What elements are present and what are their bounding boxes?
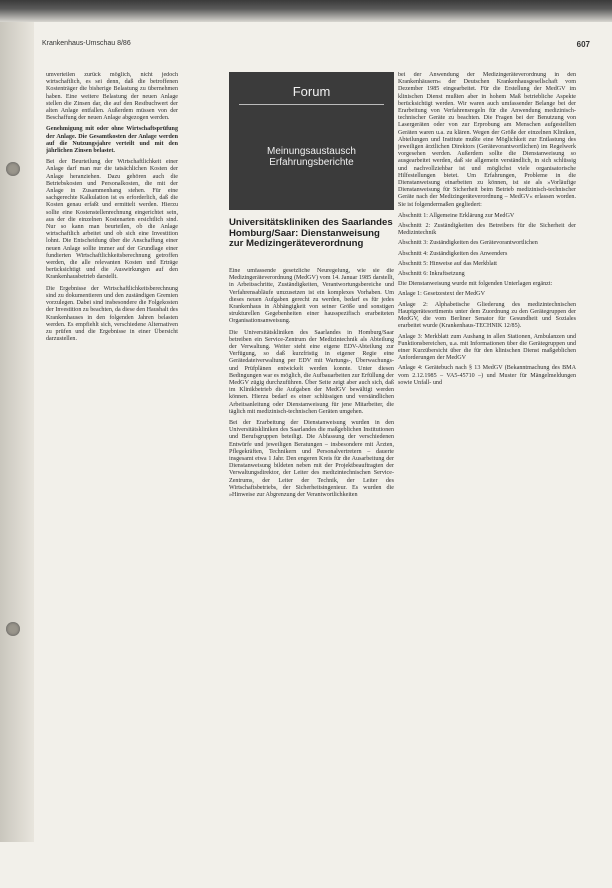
list-item: Anlage 4: Gerätebuch nach § 13 MedGV (Bekanntmachung des BMA vom 2.12.1985 – VA5-45710 –) und Muster für Mängelmeldungen sowie Unfall- und [398,365,576,386]
paragraph: Bei der Beurteilung der Wirtschaftlichkeit einer Anlage darf man nur die tatsächlichen Kosten der Anlage heranziehen. Dazu gehören auch die Betriebskosten und Personalkosten, die mit der Anlage in Zusammenhang stehen. Für eine sachgerechte Kalkulation ist es erforderlich, daß die Kosten genau erfaßt und ermittelt werden. Hierzu sollte eine Kostenstellenrechnung eingerichtet sein, aus der die einzelnen Kostenarten ersichtlich sind. Nur so kann man beurteilen, ob die Anlage wirtschaftlich arbeitet und ob sich eine Investition lohnt. Die Entscheidung über die Anschaffung einer neuen Anlage sollte immer auf der Grundlage einer fundierten Wirtschaftlichkeitsberechnung getroffen werden, die alle relevanten Kosten und Erträge berücksichtigt und die Auswirkungen auf den Krankenhausbetrieb darstellt. [46,159,178,281]
list-item: Abschnitt 3: Zuständigkeiten des Gerätevorantwortlichen [398,240,538,247]
list-item: Abschnitt 1: Allgemeine Erklärung zur MedGV [398,212,515,219]
right-column [398,72,576,832]
paragraph: bei der Anwendung der Medizingeräteverordnung in den Krankenhäusern« der Deutschen Krankenhausgesellschaft vom Dezember 1985 eingearbeitet. Für die Erstellung der MedGV im klinischen Dienst mußten aber in hohem Maß betriebliche Aspekte berücksichtigt werden. Wir waren auch umfassender Belange bei der Erarbeitung von Verfahrensregeln für die Anwendung medizinisch-technischer Geräte zu beachten. Die Fragen bei der Benutzung von Lasergeräten oder von zur Erprobung am Menschen aufgestellten Geräten waren u.a. zu klären. Wegen der Größe der einzelnen Kliniken, Abteilungen und Institute mußte eine Möglichkeit zur Entlastung des jeweiligen ärztlichen Direktors (Gerätevorantwortlichen) im Regelwerk vorgesehen werden. Außerdem sollte die Dienstanweisung so ausgearbeitet werden, daß sie allgemein verständlich, in sich schlüssig und nachvollziehbar ist und möglichst viele organisatorische Hilfestellungen bietet. Um Erfahrungen, Probleme in die Dienstanweisung einarbeiten zu können, ist sie als »Vorläufige Dienstanweisung für Sicherheit beim Betrieb medizinisch-technischer Geräte nach der Medizingeräteverordnung – MedGV« erlassen worden. Sie ist folgendermaßen gegliedert: [398,72,576,208]
forum-title: Forum [292,84,331,99]
forum-banner [229,72,394,210]
scan-top-edge [0,0,612,22]
paragraph: Die Ergebnisse der Wirtschaftlichkeitsberechnung sind zu dokumentieren und den zuständigen Gremien vorzulegen. Dabei sind insbesondere die Folgekosten der Investition zu beachten, da diese den Haushalt des Krankenhauses in den folgenden Jahren belasten werden. Es empfiehlt sich, verschiedene Alternativen zu prüfen und die Ergebnisse in einer Übersicht darzustellen. [46,285,178,343]
punch-hole [6,622,20,636]
paragraph: Die Universitätskliniken des Saarlandes in Homburg/Saar betreiben ein Service-Zentrum der Medizintechnik als Abteilung der Verwaltung. Weiter steht eine eigene EDV-Abteilung zur Verfügung, so daß kurzfristig in eigener Regie eine Gerätedateiverwaltung per EDV mit Wartungs-, Überwachungs- und Prüfplänen entwickelt werden konnte. Unter diesen Bedingungen war es möglich, die Aufbauarbeiten zur Erfüllung der MedGV zügig durchzuführen. Über Seite zeigt aber auch sich, daß im Klinikbetrieb die Aufgaben der MedGV bewältigt werden können. Hierzu bedarf es einer schlüssigen und verständlichen Arbeitsanleitung oder Dienstanweisung für jene Mitarbeiter, die täglich mit medizinisch-technischen Geräten umgehen. [229,329,394,415]
list-item: Die Dienstanweisung wurde mit folgenden Unterlagen ergänzt: [398,281,553,288]
paragraph: Bei der Erarbeitung der Dienstanweisung wurden in den Universitätskliniken des Saarlandes die maßgeblichen Institutionen und Berufsgruppen beteiligt. Die Abfassung der verschiedenen Entwürfe und jeweiligen Beratungen – insbesondere mit Ärzten, Pflegekräften, Technikern und Personalvertretern – dauerte insgesamt etwa 1 Jahr. Den engeren Kreis für die Ausarbeitung der Dienstanweisung bildeten neben mit der Projektbeauftragten der Verwaltungsdirektor, der Leiter des medizintechnischen Service-Zentrums, der Leiter der Technik, der Leiter des Wirtschaftsbetriebs, der Sicherheitsingenieur. Es wurden die »Hinweise zur Abgrenzung der Verantwortlichkeiten [229,420,394,499]
article-title: Universitätskliniken des Saarlandes Homburg/Saar: Dienstanweisung zur Medizingeräteverordnung [229,217,393,250]
list-item: Anlage 1: Gesetzestext der MedGV [398,291,485,298]
list-item: Abschnitt 4: Zuständigkeiten des Anwenders [398,250,508,257]
punch-hole [6,162,20,176]
list-item: Abschnitt 6: Inkraftsetzung [398,271,465,278]
journal-title: Krankenhaus-Umschau 8/86 [42,40,131,47]
left-column [46,72,178,832]
middle-column [229,268,394,888]
forum-divider [239,104,384,105]
binding-strip [0,22,34,842]
book-reference: Genehmigung mit oder ohne Wirtschaftsprüfung der Anlage. Die Gesamtkosten der Anlage werden auf die Nutzungsjahre verteilt und mit den jährlichen Zinsen belastet. [46,126,178,155]
list-item: Anlage 2: Alphabetische Gliederung des medizintechnischen Hauptgerätesortiments unter dem Zuordnung zu den Gerätegruppen der MedGV, die vom Berliner Senator für Gesundheit und Soziales erarbeitet wurde (Krankenhaus-TECHNIK 12/85). [398,301,576,330]
forum-subtitle: Meinungsaustausch Erfahrungsberichte [267,146,356,168]
page-number: 607 [576,40,590,49]
paragraph: Eine umfassende gesetzliche Neuregelung, wie sie die Medizingeräteverordnung (MedGV) vom 14. Januar 1985 darstellt, in Arbeitsschritte, Zuständigkeiten, Verantwortungsbereiche und Verfahrensabläufe umzusetzen ist ein komplexes Vorhaben. Um dieses neuen Aufgaben gerecht zu werden, bedarf es für jedes Krankenhaus in Abhängigkeit von seiner Größe und sonstigen strukturellen Gegebenheiten einer hausspezifisch erarbeiteten Organisationsanweisung. [229,268,394,325]
list-item: Abschnitt 5: Hinweise auf das Merkblatt [398,260,498,267]
page-header [36,40,596,52]
list-item: Anlage 3: Merkblatt zum Aushang in allen Stationen, Ambulanzen und Funktionsbereichen, u.a. mit Informationen über die Gerätegruppen und einer Kurzübersicht über die für den klinischen Dienst maßgeblichen Anforderungen der MedGV [398,333,576,362]
list-item: Abschnitt 2: Zuständigkeiten des Betreibers für die Sicherheit der Medizintechnik [398,223,576,237]
paragraph: umverteilen zurück möglich, nicht jedoch wirtschaftlich, es sei denn, daß die betroffenen Kostenträger die bisherige Belastung zu übernehmen haben. Eine weitere Belastung der neuen Anlage stellen die Zinsen dar, die auf den Restbuchwert der alten Anlage entfallen. Außerdem müssen von der Beschaffung der neuen Anlage abgezogen werden. [46,72,178,122]
